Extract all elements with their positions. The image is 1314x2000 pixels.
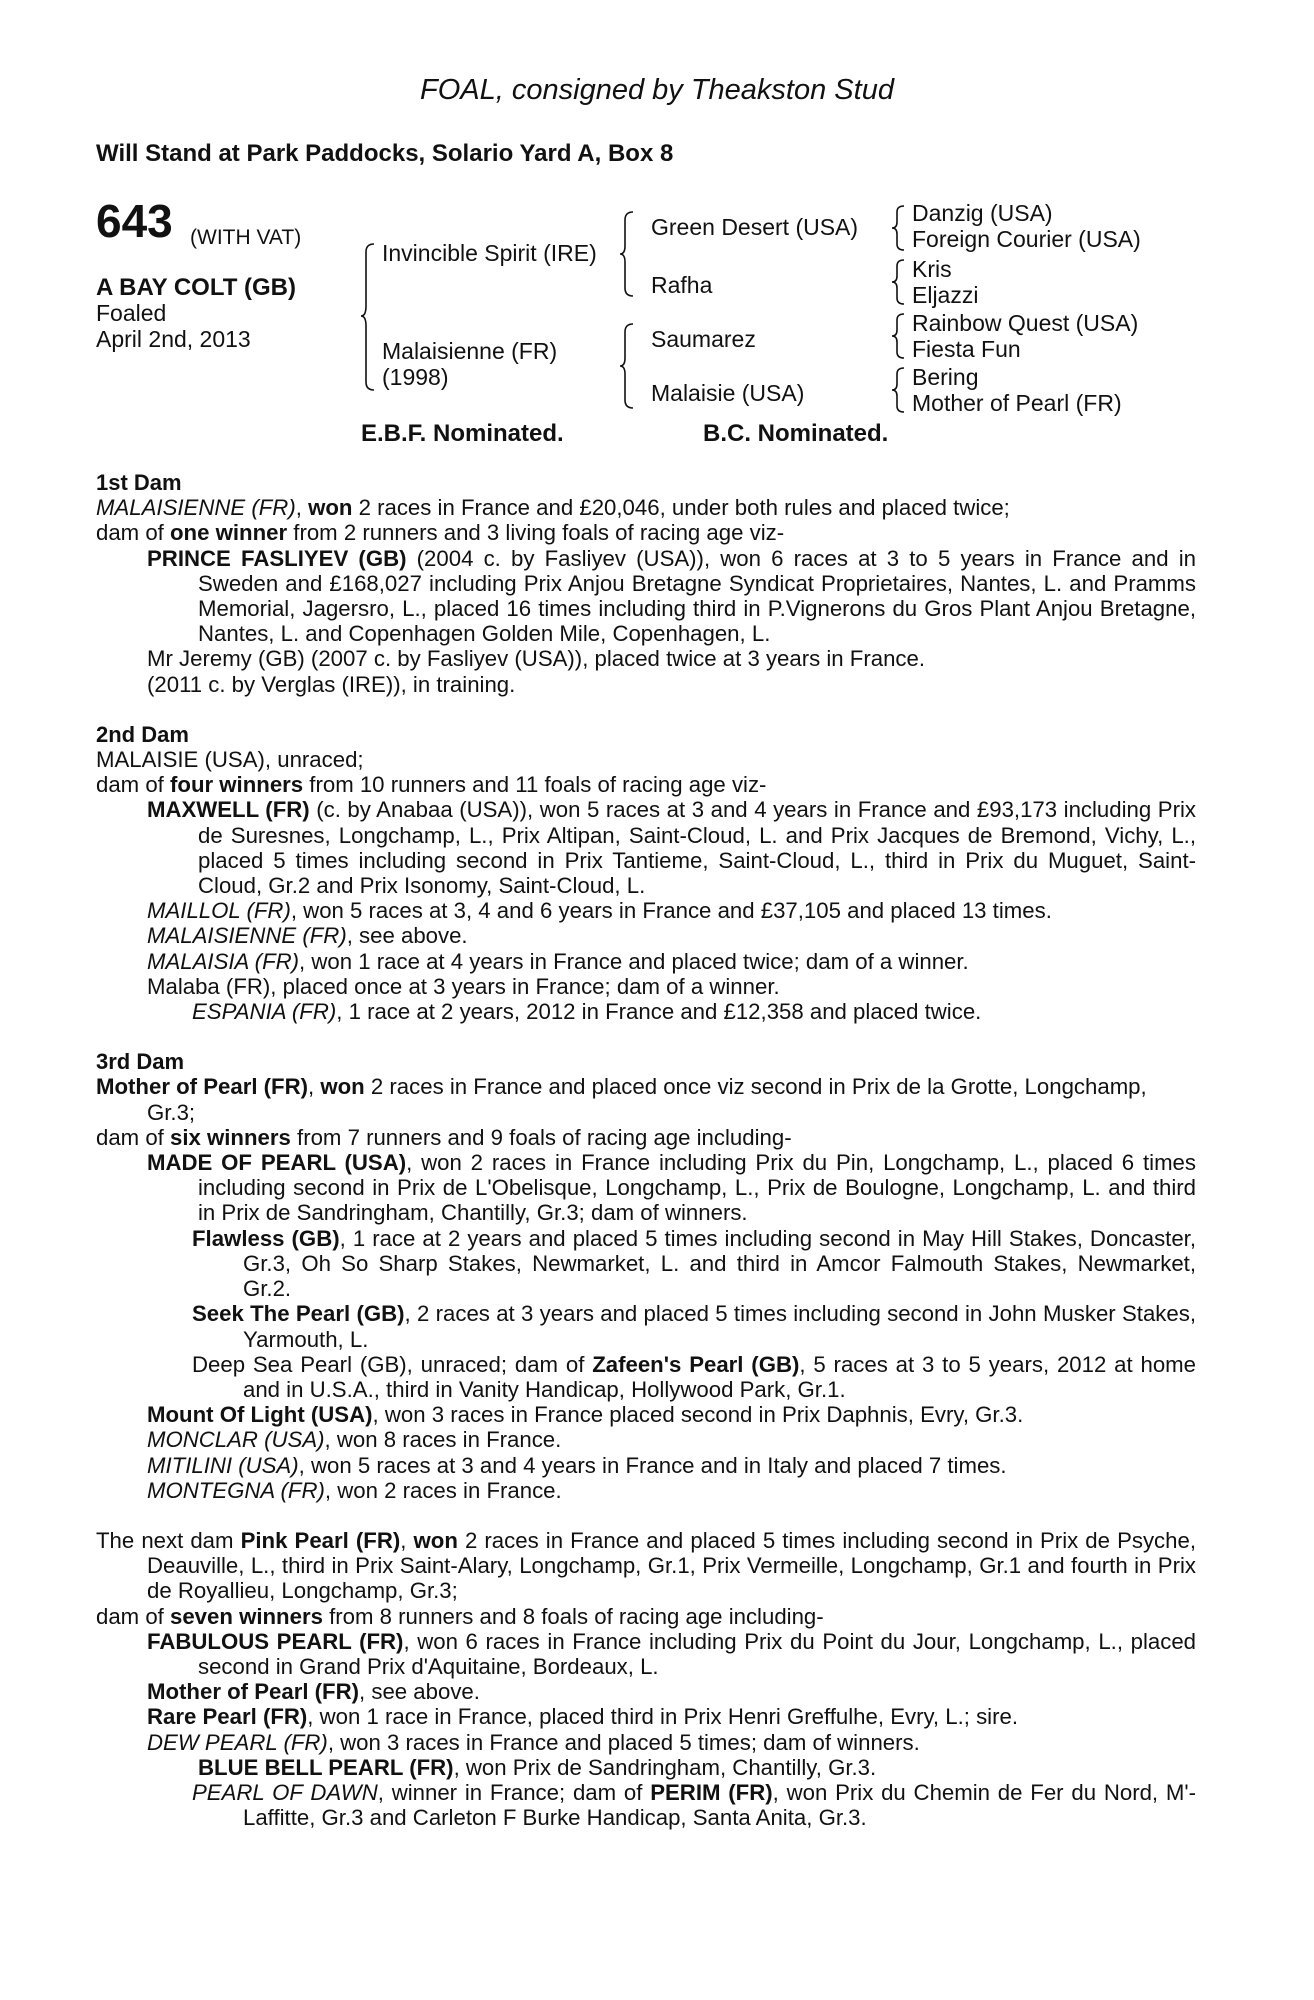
list-item: MADE OF PEARL (USA), won 2 races in France including Prix du Pin, Longchamp, L., placed 6 times including second in Prix de L'Obelisque, Longchamp, L., Prix de Boulogne, Longchamp, L. and third in Prix de Sandringham, Chantilly, Gr.3; dam of winners. xyxy=(147,1150,1196,1226)
second-dam-summary: MALAISIE (USA), unraced; xyxy=(96,747,364,773)
bc-nominated: B.C. Nominated. xyxy=(703,420,889,447)
list-item: MALAISIENNE (FR), see above. xyxy=(147,923,468,949)
list-item: Mother of Pearl (FR), see above. xyxy=(147,1679,480,1705)
list-item: FABULOUS PEARL (FR), won 6 races in France including Prix du Point du Jour, Longchamp, L., placed second in Grand Prix d'Aquitaine, Bordeaux, L. xyxy=(147,1628,1196,1679)
list-item: DEW PEARL (FR), won 3 races in France and placed 5 times; dam of winners. xyxy=(147,1729,920,1755)
pedigree-dam-dam: Malaisie (USA) xyxy=(651,380,805,406)
pedigree-brace-dam xyxy=(620,322,636,412)
pedigree-brace-main xyxy=(361,242,377,392)
list-item: MAXWELL (FR) (c. by Anabaa (USA)), won 5 races at 3 and 4 years in France and £93,173 including Prix de Suresnes, Longchamp, L., Prix Altipan, Saint-Cloud, L. and Prix Jacques de Bremond, Vichy, L., placed 5 times including second in Prix Tantieme, Saint-Cloud, L., third in Prix du Muguet, Saint-Cloud, Gr.2 and Prix Isonomy, Saint-Cloud, L. xyxy=(147,797,1196,899)
list-item: MONTEGNA (FR), won 2 races in France. xyxy=(147,1477,562,1503)
pedigree-dam-sire: Saumarez xyxy=(651,326,756,352)
next-dam-summary: The next dam Pink Pearl (FR), won 2 races in France and placed 5 times including second in Prix de Psyche, Deauville, L., third in Prix Saint-Alary, Longchamp, Gr.1, Prix Vermeille, Longchamp, Gr.1 and fourth in Prix de Royallieu, Longchamp, Gr.3; xyxy=(96,1527,1196,1604)
list-item: MITILINI (USA), won 5 races at 3 and 4 years in France and in Italy and placed 7 times. xyxy=(147,1452,1007,1478)
pedigree-ggp: Eljazzi xyxy=(912,282,979,308)
first-dam-produce: dam of one winner from 2 runners and 3 living foals of racing age viz- xyxy=(96,520,785,546)
list-item: MAILLOL (FR), won 5 races at 3, 4 and 6 years in France and £37,105 and placed 13 times. xyxy=(147,898,1052,924)
vat-note: (WITH VAT) xyxy=(190,226,302,249)
pedigree-brace-ggp3 xyxy=(892,312,906,360)
third-dam-summary: Mother of Pearl (FR), won 2 races in France and placed once viz second in Prix de la Grotte, Longchamp, Gr.3; xyxy=(96,1074,1147,1125)
pedigree-dam: Malaisienne (FR) xyxy=(382,338,558,364)
pedigree-ggp: Foreign Courier (USA) xyxy=(912,226,1141,252)
list-item: Rare Pearl (FR), won 1 race in France, placed third in Prix Henri Greffulhe, Evry, L.; sire. xyxy=(147,1704,1018,1730)
list-item: Malaba (FR), placed once at 3 years in France; dam of a winner. xyxy=(147,973,780,999)
list-item: Mount Of Light (USA), won 3 races in France placed second in Prix Daphnis, Evry, Gr.3. xyxy=(147,1402,1024,1428)
consignment-header: FOAL, consigned by Theakston Stud xyxy=(420,74,894,106)
lot-number: 643 xyxy=(96,195,173,247)
list-item: Flawless (GB), 1 race at 2 years and placed 5 times including second in May Hill Stakes, Doncaster, Gr.3, Oh So Sharp Stakes, Newmarket, L. and third in Amcor Falmouth Stakes, Newmarket, Gr.2. xyxy=(192,1225,1196,1302)
pedigree-sire: Invincible Spirit (IRE) xyxy=(382,240,597,266)
pedigree-ggp: Kris xyxy=(912,256,952,282)
first-dam-summary: MALAISIENNE (FR), won 2 races in France and £20,046, under both rules and placed twice; xyxy=(96,495,1010,521)
list-item: PRINCE FASLIYEV (GB) (2004 c. by Fasliyev (USA)), won 6 races at 3 to 5 years in France and in Sweden and £168,027 including Prix Anjou Bretagne Syndicat Proprietaires, Nantes, L. and Pramms Memorial, Jagersro, L., placed 16 times including third in P.Vignerons du Gros Plant Anjou Bretagne, Nantes, L. and Copenhagen Golden Mile, Copenhagen, L. xyxy=(147,545,1196,647)
pedigree-ggp: Rainbow Quest (USA) xyxy=(912,310,1139,336)
pedigree-dam-year: (1998) xyxy=(382,364,449,390)
list-item: PEARL OF DAWN, winner in France; dam of PERIM (FR), won Prix du Chemin de Fer du Nord, M'-Laffitte, Gr.3 and Carleton F Burke Handicap, Santa Anita, Gr.3. xyxy=(192,1779,1196,1831)
pedigree-sire-dam: Rafha xyxy=(651,272,713,298)
stand-location: Will Stand at Park Paddocks, Solario Yard A, Box 8 xyxy=(96,140,674,167)
list-item: MALAISIA (FR), won 1 race at 4 years in France and placed twice; dam of a winner. xyxy=(147,948,969,974)
list-item: ESPANIA (FR), 1 race at 2 years, 2012 in France and £12,358 and placed twice. xyxy=(192,999,982,1025)
next-dam-produce: dam of seven winners from 8 runners and 8 foals of racing age including- xyxy=(96,1603,824,1629)
list-item: Deep Sea Pearl (GB), unraced; dam of Zafeen's Pearl (GB), 5 races at 3 to 5 years, 2012 at home and in U.S.A., third in Vanity Handicap, Hollywood Park, Gr.1. xyxy=(192,1351,1197,1402)
second-dam-produce: dam of four winners from 10 runners and 11 foals of racing age viz- xyxy=(96,772,767,798)
foaled-date: April 2nd, 2013 xyxy=(96,326,251,352)
foaled-label: Foaled xyxy=(96,300,167,326)
third-dam-produce: dam of six winners from 7 runners and 9 foals of racing age including- xyxy=(96,1124,792,1150)
pedigree-ggp: Mother of Pearl (FR) xyxy=(912,390,1122,416)
pedigree-sire-sire: Green Desert (USA) xyxy=(651,214,859,240)
list-item: MONCLAR (USA), won 8 races in France. xyxy=(147,1427,562,1453)
list-item: BLUE BELL PEARL (FR), won Prix de Sandringham, Chantilly, Gr.3. xyxy=(198,1754,877,1780)
lot-description: A BAY COLT (GB) xyxy=(96,274,297,301)
catalogue-body xyxy=(96,470,1196,1830)
pedigree-brace-ggp4 xyxy=(892,366,906,414)
pedigree-ggp: Fiesta Fun xyxy=(912,336,1021,362)
third-dam-heading: 3rd Dam xyxy=(96,1049,185,1075)
second-dam-heading: 2nd Dam xyxy=(96,721,189,747)
pedigree-brace-sire xyxy=(620,210,636,300)
pedigree-brace-ggp1 xyxy=(892,204,906,252)
list-item: Mr Jeremy (GB) (2007 c. by Fasliyev (USA)), placed twice at 3 years in France. xyxy=(147,646,926,672)
pedigree-brace-ggp2 xyxy=(892,258,906,306)
pedigree-ggp: Danzig (USA) xyxy=(912,200,1053,226)
pedigree-ggp: Bering xyxy=(912,364,979,390)
ebf-nominated: E.B.F. Nominated. xyxy=(361,420,564,447)
list-item: Seek The Pearl (GB), 2 races at 3 years and placed 5 times including second in John Musker Stakes, Yarmouth, L. xyxy=(192,1301,1196,1352)
list-item: (2011 c. by Verglas (IRE)), in training. xyxy=(147,671,516,697)
first-dam-heading: 1st Dam xyxy=(96,470,182,495)
